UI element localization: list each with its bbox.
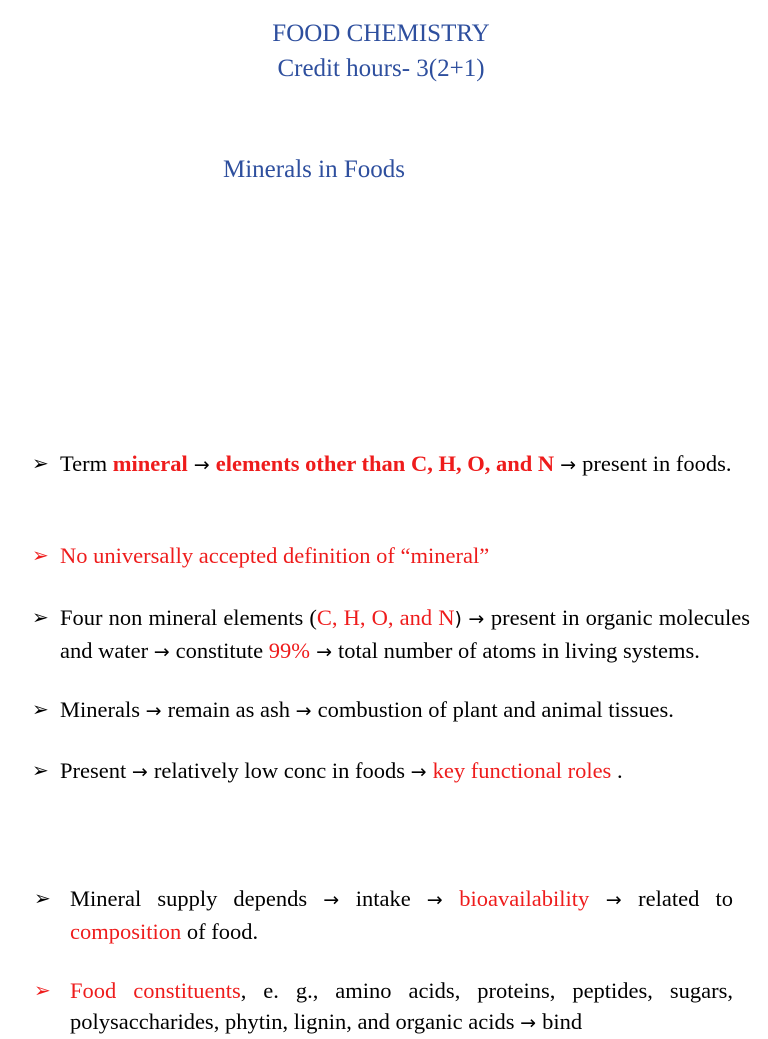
bullet-present-low-conc (32, 755, 750, 788)
bullet-text: . (611, 758, 623, 783)
bullet-text: relatively low conc in foods (153, 758, 411, 783)
bullet-text: 99% (268, 638, 311, 663)
bullet-term-mineral (32, 448, 750, 481)
bullet-text: combustion of plant and animal tissues. (317, 697, 674, 722)
arrow-icon: → (410, 761, 433, 783)
bullet-marker-icon: ➢ (32, 605, 49, 629)
section-heading: Minerals in Foods (223, 156, 405, 183)
bullet-text: bind (542, 1009, 583, 1034)
bullet-text: C, H, O, and N (316, 605, 455, 630)
arrow-icon: → (145, 700, 168, 722)
bullet-text: No universally accepted definition of “mineral” (60, 543, 490, 568)
arrow-icon: → (323, 889, 356, 911)
bullet-marker-icon: ➢ (32, 543, 49, 567)
bullet-text: present in foods. (582, 451, 732, 476)
bullet-text: Minerals (60, 697, 146, 722)
arrow-icon: → (426, 889, 460, 911)
bullet-text: bioavailability (459, 886, 590, 911)
arrow-icon: → (589, 889, 639, 911)
bullet-marker-icon: ➢ (34, 978, 51, 1002)
course-title: FOOD CHEMISTRY (272, 20, 490, 47)
bullet-text: composition (70, 919, 182, 944)
bullet-text: constitute (175, 638, 269, 663)
bullet-text: Mineral supply depends (70, 886, 324, 911)
credit-hours: Credit hours- 3(2+1) (277, 55, 485, 82)
bullet-text: related to (638, 886, 733, 911)
bullet-marker-icon: ➢ (32, 758, 49, 782)
arrow-icon: → (187, 454, 216, 476)
bullet-marker-icon: ➢ (32, 451, 49, 475)
bullet-minerals-ash (32, 694, 750, 727)
bullet-text: total number of atoms in living systems. (338, 638, 700, 663)
arrow-icon: → (153, 641, 176, 663)
arrow-icon: → (310, 641, 339, 663)
bullet-text: Food constituents (70, 978, 241, 1003)
arrow-icon: → (295, 700, 318, 722)
arrow-icon: → (554, 454, 583, 476)
bullet-non-mineral-elements (32, 602, 750, 668)
bullet-text: of food. (181, 919, 259, 944)
bullet-text: intake (355, 886, 427, 911)
bullet-text: , e. g., amino acids, proteins, peptides, sugars, polysaccharides, phytin, lignin, and organic acids (70, 978, 733, 1034)
bullet-text: key functional roles (432, 758, 612, 783)
arrow-icon: → (131, 761, 154, 783)
bullet-food-constituents (34, 975, 733, 1039)
bullet-text: Term (60, 451, 113, 476)
bullet-text: mineral (112, 451, 188, 476)
bullet-marker-icon: ➢ (32, 697, 49, 721)
arrow-icon: ) → (454, 608, 491, 630)
bullet-no-definition (32, 540, 750, 571)
arrow-icon: → (520, 1012, 543, 1034)
bullet-mineral-supply (34, 883, 733, 947)
bullet-text: elements other than C, H, O, and N (215, 451, 555, 476)
bullet-text: Present (60, 758, 132, 783)
bullet-marker-icon: ➢ (34, 886, 51, 910)
bullet-text: remain as ash (167, 697, 296, 722)
bullet-text: present in organic molecules and water (60, 605, 750, 663)
bullet-text: Four non mineral elements ( (60, 605, 317, 630)
